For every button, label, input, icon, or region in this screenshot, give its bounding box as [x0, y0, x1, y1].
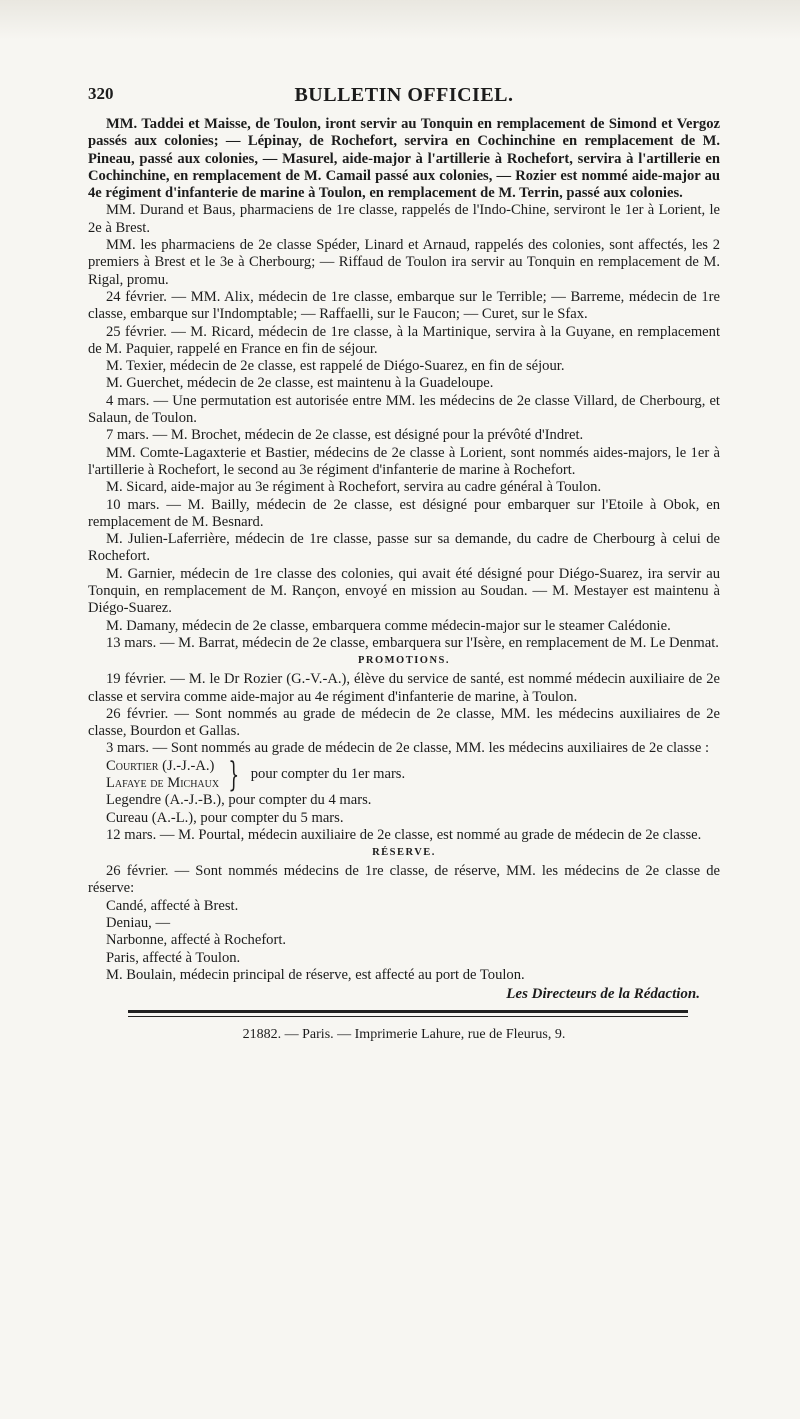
paragraph: MM. Durand et Baus, pharmaciens de 1re classe, rappelés de l'Indo-Chine, serviront le 1er à Lorient, le 2e à Brest. — [88, 202, 720, 236]
reserve-line: Candé, affecté à Brest. — [106, 897, 239, 914]
paragraph: M. Damany, médecin de 2e classe, embarquera comme médecin-major sur le steamer Calédonie. — [106, 617, 671, 634]
section-heading-promotions: PROMOTIONS. — [357, 655, 451, 667]
paragraph: 26 février. — Sont nommés médecins de 1re classe, de réserve, MM. les médecins de 2e classe de réserve: — [88, 863, 720, 897]
paragraph: 26 février. — Sont nommés au grade de médecin de 2e classe, MM. les médecins auxiliaires de 2e classe, Bourdon et Gallas. — [88, 705, 720, 740]
footer-rule-thin — [128, 1016, 688, 1017]
paragraph: M. Julien-Laferrière, médecin de 1re classe, passe sur sa demande, du cadre de Cherbourg à celui de Rochefort. — [88, 531, 720, 565]
paragraph: MM. les pharmaciens de 2e classe Spéder, Linard et Arnaud, rappelés des colonies, sont affectés, les 2 premiers à Brest et le 3e à Cherbourg; — Riffaud de Toulon ira servir au Tonquin en remplacement de M. Rigal, promu. — [88, 237, 720, 288]
reserve-line: Deniau, — — [106, 915, 171, 932]
paragraph: M. Garnier, médecin de 1re classe des colonies, qui avait été désigné pour Diégo-Suarez, ira servir au Tonquin, en remplacement de M. Rançon, envoyé en mission au Soudan. — M. Mestayer est maintenu à Diégo-Suarez. — [88, 565, 720, 617]
reserve-line: Paris, affecté à Toulon. — [106, 949, 241, 966]
paragraph: 4 mars. — Une permutation est autorisée entre MM. les médecins de 2e classe Villard, de Cherbourg, et Salaun, de Toulon. — [88, 392, 720, 427]
appointments-section — [88, 116, 720, 652]
document-page — [88, 84, 720, 1043]
paragraph: MM. Taddei et Maisse, de Toulon, iront servir au Tonquin en remplacement de Simond et Vergoz passés aux colonies; — Lépinay, de Rochefort, servira en Cochinchine en remplacement de M. Pineau, passé aux colonies, — Masurel, aide-major à l'artillerie à Rochefort, servira à l'artillerie en Cochinchine, en remplacement de M. Camail passé aux colonies, — Rozier est nommé aide-major au 4e régiment d'infanterie de marine à Toulon, en remplacement de M. Terrin, passé aux colonies. — [88, 116, 720, 202]
curly-brace-icon: } — [228, 754, 240, 795]
paragraph: 24 février. — MM. Alix, médecin de 1re classe, embarque sur le Terrible; — Barreme, médecin de 1re classe, embarque sur l'Indomptable; — Raffaelli, sur le Faucon; — Curet, sur le Sfax. — [88, 288, 720, 323]
page-number: 320 — [88, 84, 114, 103]
brace-group — [106, 754, 720, 795]
paragraph: 10 mars. — M. Bailly, médecin de 2e classe, est désigné pour embarquer sur l'Etoile à Obok, en remplacement de M. Besnard. — [88, 496, 720, 530]
paragraph: M. Texier, médecin de 2e classe, est rappelé de Diégo-Suarez, en fin de séjour. — [106, 358, 565, 375]
brace-name: Courtier (J.-J.-A.) — [106, 757, 215, 774]
brace-name: Lafaye de Michaux — [106, 774, 220, 791]
paragraph: 3 mars. — Sont nommés au grade de médecin de 2e classe, MM. les médecins auxiliaires de 2e classe : — [106, 740, 710, 757]
paragraph: M. Guerchet, médecin de 2e classe, est maintenu à la Guadeloupe. — [106, 375, 494, 392]
page-header — [88, 84, 720, 114]
imprint-line: 21882. — Paris. — Imprimerie Lahure, rue de Fleurus, 9. — [242, 1027, 566, 1043]
section-heading-reserve: RÉSERVE. — [372, 847, 436, 859]
reserve-line: Narbonne, affecté à Rochefort. — [106, 932, 287, 949]
running-title: BULLETIN OFFICIEL. — [294, 84, 514, 106]
list-line: Legendre (A.-J.-B.), pour compter du 4 mars. — [106, 792, 372, 809]
brace-text: pour compter du 1er mars. — [250, 766, 406, 783]
paragraph: 25 février. — M. Ricard, médecin de 1re classe, à la Martinique, servira à la Guyane, en remplacement de M. Paquier, rappelé en France en fin de séjour. — [88, 323, 720, 357]
paragraph: MM. Comte-Lagaxterie et Bastier, médecins de 2e classe à Lorient, sont nommés aides-majors, le 1er à l'artillerie à Rochefort, le second au 3e régiment d'infanterie de marine à Rochefort. — [88, 444, 720, 478]
paragraph: 19 février. — M. le Dr Rozier (G.-V.-A.), élève du service de santé, est nommé médecin auxiliaire de 2e classe et servira comme aide-major au 4e régiment d'infanterie de marine, à Toulon. — [88, 671, 720, 705]
brace-names — [106, 758, 219, 793]
paragraph: M. Boulain, médecin principal de réserve, est affecté au port de Toulon. — [106, 966, 525, 983]
signature: Les Directeurs de la Rédaction. — [506, 986, 700, 1003]
paragraph: 13 mars. — M. Barrat, médecin de 2e classe, embarquera sur l'Isère, en remplacement de M. Le Denmat. — [106, 634, 719, 651]
paragraph: M. Sicard, aide-major au 3e régiment à Rochefort, servira au cadre général à Toulon. — [106, 479, 602, 496]
footer-rule-thick — [128, 1010, 688, 1013]
list-line: Cureau (A.-L.), pour compter du 5 mars. — [106, 809, 344, 826]
page-edge-shadow — [0, 0, 800, 40]
paragraph: 7 mars. — M. Brochet, médecin de 2e classe, est désigné pour la prévôté d'Indret. — [106, 427, 584, 444]
promotions-section — [88, 671, 720, 757]
paragraph: 12 mars. — M. Pourtal, médecin auxiliaire de 2e classe, est nommé au grade de médecin de 2e classe. — [106, 826, 702, 843]
